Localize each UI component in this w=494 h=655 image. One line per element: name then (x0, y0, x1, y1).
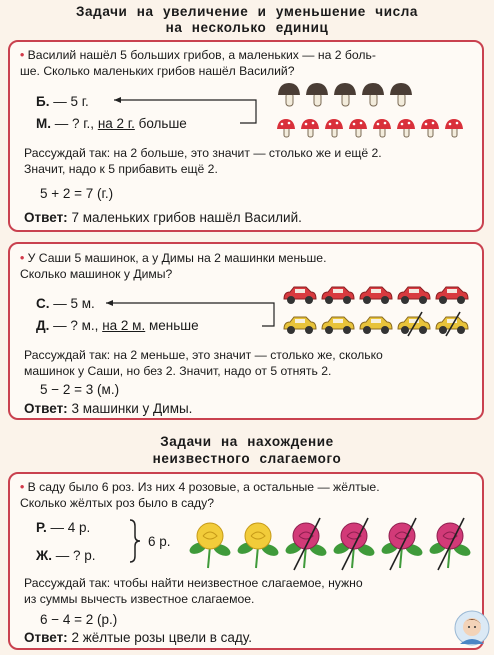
total-label: 6 р. (148, 534, 171, 549)
mushroom-small-icon (396, 118, 416, 138)
rose-pink-crossed-icon (428, 518, 472, 570)
mushroom-small-icon (420, 118, 440, 138)
scheme-label: М. (36, 116, 51, 131)
scheme-value: — ? г., (54, 116, 95, 131)
rose-pink-crossed-icon (284, 518, 328, 570)
bullet: • (20, 48, 25, 62)
mushroom-big-icon (304, 82, 330, 108)
problem-text-line: ше. Сколько маленьких грибов нашёл Василий? (20, 64, 295, 78)
reasoning-text: Рассуждай так: чтобы найти неизвестное слагаемое, нужно (24, 576, 363, 590)
problem-text: Василий нашёл 5 больших грибов, а маленьких — на 2 боль- (27, 48, 376, 62)
problem-text-line (20, 480, 380, 495)
scheme-row-pink (36, 520, 90, 535)
reasoning-text: Рассуждай так: на 2 больше, это значит — столько же и ещё 2. (24, 146, 382, 160)
scheme-value: — 5 м. (53, 296, 95, 311)
mushroom-small-icon (276, 118, 296, 138)
car-yellow-icon (320, 314, 356, 336)
equation: 5 − 2 = 3 (м.) (40, 382, 120, 397)
car-yellow-icon (358, 314, 394, 336)
rose-pink-crossed-icon (332, 518, 376, 570)
car-red-icon (358, 284, 394, 306)
rose-pink-crossed-icon (380, 518, 424, 570)
scheme-relation: больше (138, 116, 187, 131)
mushroom-small-icon (348, 118, 368, 138)
scheme-label: Р. (36, 520, 47, 535)
equation: 6 − 4 = 2 (р.) (40, 612, 118, 627)
scheme-label: Д. (36, 318, 50, 333)
rose-row (188, 518, 478, 572)
bullet: • (20, 480, 25, 494)
section-subtitle-1: на несколько единиц (165, 20, 329, 35)
car-yellow-row (282, 314, 482, 338)
car-red-icon (396, 284, 432, 306)
problem-text: В саду было 6 роз. Из них 4 розовые, а остальные — жёлтые. (27, 480, 380, 494)
car-red-icon (282, 284, 318, 306)
car-red-icon (320, 284, 356, 306)
answer-text: 3 машинки у Димы. (71, 401, 193, 416)
scheme-value: — ? р. (55, 548, 96, 563)
scheme-difference: на 2 г. (97, 116, 135, 131)
reasoning-text: Значит, надо к 5 прибавить ещё 2. (24, 162, 218, 176)
car-yellow-icon (282, 314, 318, 336)
car-yellow-crossed-icon (396, 314, 432, 336)
scheme-row-yellow (36, 548, 96, 563)
car-red-row (282, 284, 482, 308)
mushroom-small-icon (324, 118, 344, 138)
equation: 5 + 2 = 7 (г.) (40, 186, 114, 201)
scheme-value: — ? м., (53, 318, 99, 333)
answer-label: Ответ: (24, 210, 68, 225)
mushroom-big-icon (332, 82, 358, 108)
reasoning-text: из суммы вычесть известное слагаемое. (24, 592, 255, 606)
scheme-label: Ж. (36, 548, 52, 563)
answer-text: 2 жёлтые розы цвели в саду. (71, 630, 252, 645)
mushroom-small-icon (300, 118, 320, 138)
answer-line (24, 210, 302, 225)
mushroom-small-icon (372, 118, 392, 138)
reasoning-text: Рассуждай так: на 2 меньше, это значит — столько же, сколько (24, 348, 383, 362)
rose-yellow-icon (236, 518, 280, 570)
car-yellow-crossed-icon (434, 314, 470, 336)
bullet: • (20, 251, 25, 265)
answer-line (24, 630, 252, 645)
mushroom-big-icon (360, 82, 386, 108)
problem-box-1 (8, 40, 484, 232)
problem-text: У Саши 5 машинок, а у Димы на 2 машинки меньше. (27, 251, 327, 265)
problem-text-line: Сколько жёлтых роз было в саду? (20, 496, 215, 510)
section-title-1: Задачи на увеличение и уменьшение числа (75, 4, 418, 19)
answer-label: Ответ: (24, 630, 68, 645)
problem-text-line: Сколько машинок у Димы? (20, 267, 173, 281)
scheme-label: Б. (36, 94, 50, 109)
scheme-value: — 4 р. (50, 520, 91, 535)
scheme-difference: на 2 м. (102, 318, 146, 333)
scheme-relation: меньше (148, 318, 199, 333)
problem-box-2 (8, 242, 484, 420)
brace-icon (128, 518, 142, 564)
answer-label: Ответ: (24, 401, 68, 416)
mushroom-small-icon (444, 118, 464, 138)
car-red-icon (434, 284, 470, 306)
section-subtitle-2: неизвестного слагаемого (152, 451, 342, 466)
mushroom-big-icon (276, 82, 302, 108)
answer-text: 7 маленьких грибов нашёл Василий. (71, 210, 302, 225)
mushroom-big-icon (388, 82, 414, 108)
mushroom-big-row (276, 82, 476, 110)
scheme-label: С. (36, 296, 50, 311)
scheme-value: — 5 г. (53, 94, 89, 109)
reasoning-text: машинок у Саши, но без 2. Значит, надо от 5 отнять 2. (24, 364, 332, 378)
watermark-avatar-icon (454, 610, 490, 650)
rose-yellow-icon (188, 518, 232, 570)
section-title-2: Задачи на нахождение (160, 434, 334, 449)
mushroom-small-row (276, 118, 476, 140)
problem-box-3 (8, 472, 484, 650)
answer-line (24, 401, 192, 416)
